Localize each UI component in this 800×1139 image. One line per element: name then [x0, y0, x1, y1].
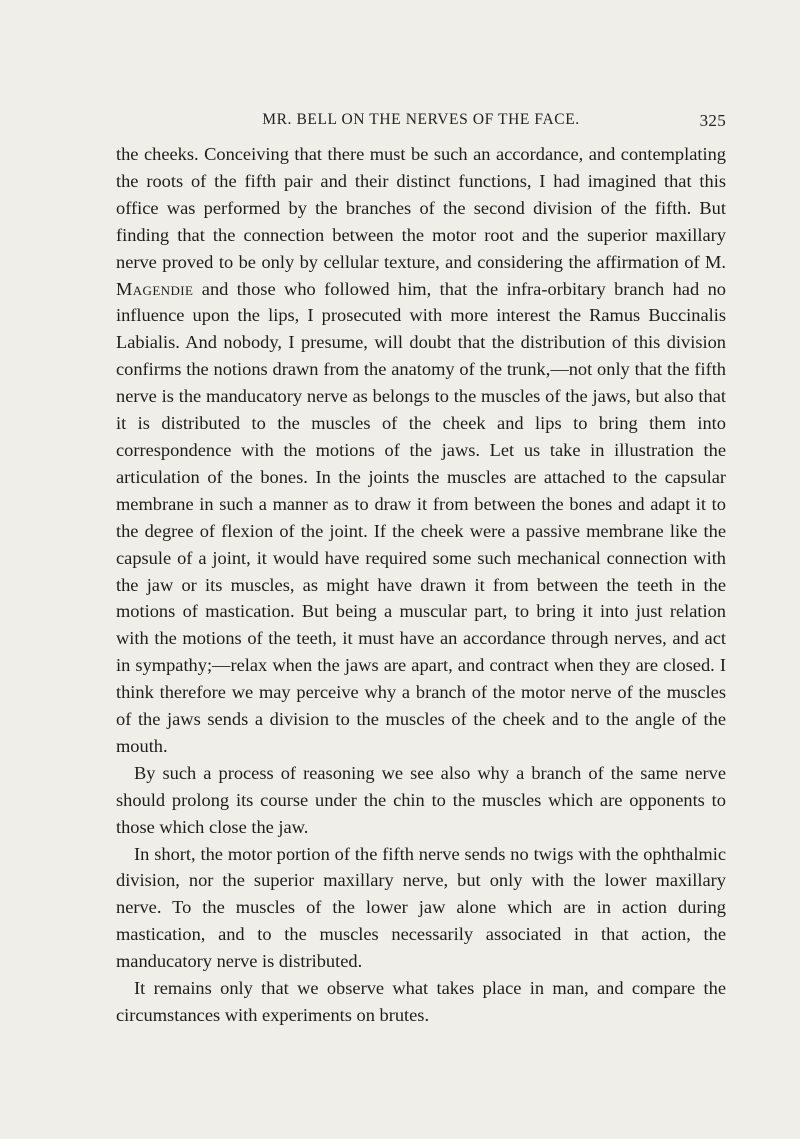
- paragraph-2: By such a process of reasoning we see also why a branch of the same nerve should prolong its course under the chin to the muscles which are opponents to those which close the jaw.: [116, 762, 726, 837]
- paragraph-1-text-after: and those who followed him, that the infra-orbitary branch had no influence upon the lips, I prosecuted with more interest the Ramus Buccinalis Labialis. And nobody, I presume, will doubt that the distribution of this division confirms the notions drawn from the anatomy of the trunk,—not only that the fifth nerve is the manducatory nerve as belongs to the muscles of the jaws, but also that it is distributed to the muscles of the cheek and lips to bring them into correspondence with the motions of the jaws. Let us take in illustration the articulation of the bones. In the joints the muscles are attached to the capsular membrane in such a manner as to draw it from between the bones and adapt it to the degree of flexion of the joint. If the cheek were a passive membrane like the capsule of a joint, it would have required some such mechanical connection with the jaw or its muscles, as might have drawn it from between the teeth in the motions of mastication. But being a muscular part, to bring it into just relation with the motions of the teeth, it must have an accordance through nerves, and act in sympathy;—relax when the jaws are apart, and contract when they are closed. I think therefore we may perceive why a branch of the motor nerve of the muscles of the jaws sends a division to the muscles of the cheek and to the angle of the mouth.: [116, 278, 726, 756]
- running-head: [116, 111, 726, 135]
- body-text: [116, 141, 726, 1029]
- paragraph-3: In short, the motor portion of the fifth nerve sends no twigs with the ophthalmic division, nor the superior maxillary nerve, but only with the lower maxillary nerve. To the muscles of the lower jaw alone which are in action during mastication, and to the muscles necessarily associated in that action, the manducatory nerve is distributed.: [116, 843, 726, 972]
- paragraph-4: It remains only that we observe what takes place in man, and compare the circumstances with experiments on brutes.: [116, 978, 726, 1025]
- author-name-magendie: Magendie: [116, 278, 194, 299]
- page-number: 325: [699, 111, 726, 130]
- running-title: MR. BELL ON THE NERVES OF THE FACE.: [262, 111, 580, 128]
- paragraph-1-text-before: the cheeks. Conceiving that there must be such an accordance, and contemplating the roots of the fifth pair and their distinct functions, I had imagined that this office was performed by the branches of the second division of the fifth. But finding that the connection between the motor root and the superior maxillary nerve proved to be only by cellular texture, and considering the affirmation of M.: [116, 144, 726, 272]
- paragraph-1: [116, 141, 726, 760]
